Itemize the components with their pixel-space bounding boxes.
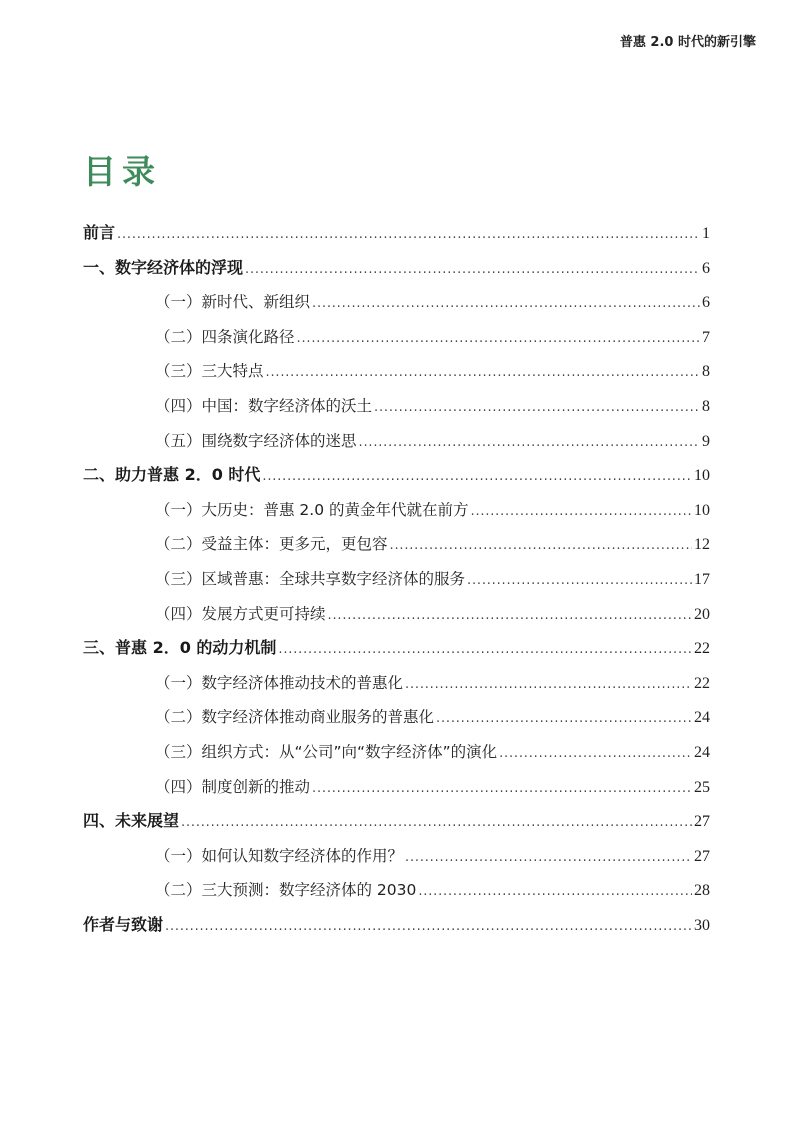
toc-leader-dots — [436, 702, 692, 737]
toc-leader-dots — [312, 287, 700, 322]
toc-entry-label: （四）中国：数字经济体的沃土 — [155, 396, 373, 415]
toc-entry-page: 30 — [694, 916, 710, 934]
toc-entry-label: 二、助力普惠 2．0 时代 — [83, 465, 261, 485]
toc-entry-label: （一）新时代、新组织 — [155, 293, 311, 312]
toc-leader-dots — [359, 426, 700, 461]
toc-leader-dots — [297, 322, 700, 357]
toc-leader-dots — [374, 391, 700, 426]
toc-leader-dots — [262, 460, 692, 495]
toc-entry-foreword[interactable] — [83, 216, 710, 251]
toc-leader-dots — [165, 910, 692, 945]
toc-entry-page: 9 — [702, 432, 710, 450]
running-header: 普惠 2.0 时代的新引擎 — [619, 35, 756, 50]
toc-leader-dots — [328, 599, 692, 634]
toc-entry-section[interactable] — [83, 389, 710, 424]
toc-entry-label: （二）三大预测：数字经济体的 2030 — [155, 881, 417, 900]
toc-entry-label: （一）数字经济体推动技术的普惠化 — [155, 673, 404, 692]
toc-leader-dots — [471, 495, 692, 530]
toc-entry-chapter-1[interactable] — [83, 251, 710, 286]
toc-entry-section[interactable] — [83, 562, 710, 597]
toc-entry-page: 6 — [702, 259, 710, 277]
toc-entry-label: （四）发展方式更可持续 — [155, 604, 326, 623]
toc-leader-dots — [117, 218, 700, 253]
toc-entry-page: 24 — [694, 743, 710, 761]
toc-leader-dots — [312, 772, 692, 807]
toc-entry-label: （三）组织方式：从“公司”向“数字经济体”的演化 — [155, 742, 498, 761]
toc-entry-section[interactable] — [83, 285, 710, 320]
toc-entry-page: 8 — [702, 363, 710, 381]
toc-entry-section[interactable] — [83, 700, 710, 735]
toc-entry-section[interactable] — [83, 666, 710, 701]
toc-entry-chapter-3[interactable] — [83, 631, 710, 666]
toc-entry-page: 12 — [694, 536, 710, 554]
table-of-contents — [83, 216, 710, 942]
toc-entry-section[interactable] — [83, 597, 710, 632]
toc-entry-page: 17 — [694, 570, 710, 588]
toc-entry-page: 20 — [694, 605, 710, 623]
toc-entry-acknowledgements[interactable] — [83, 908, 710, 943]
toc-entry-section[interactable] — [83, 735, 710, 770]
toc-leader-dots — [405, 841, 692, 876]
toc-leader-dots — [418, 875, 692, 910]
toc-entry-page: 27 — [694, 847, 710, 865]
toc-entry-section[interactable] — [83, 839, 710, 874]
toc-entry-page: 22 — [694, 674, 710, 692]
toc-leader-dots — [390, 529, 692, 564]
toc-entry-page: 1 — [702, 225, 710, 242]
toc-entry-section[interactable] — [83, 527, 710, 562]
toc-entry-page: 6 — [702, 294, 710, 312]
toc-entry-label: （二）四条演化路径 — [155, 327, 295, 346]
toc-entry-page: 25 — [694, 778, 710, 796]
toc-entry-label: （四）制度创新的推动 — [155, 777, 311, 796]
toc-entry-section[interactable] — [83, 320, 710, 355]
toc-entry-label: （二）受益主体：更多元，更包容 — [155, 535, 388, 554]
toc-entry-label: 作者与致谢 — [83, 914, 164, 934]
toc-entry-label: 四、未来展望 — [83, 811, 180, 831]
toc-entry-label: 一、数字经济体的浮现 — [83, 257, 244, 277]
toc-leader-dots — [405, 668, 692, 703]
toc-leader-dots — [467, 564, 692, 599]
toc-entry-section[interactable] — [83, 354, 710, 389]
toc-entry-label: （三）三大特点 — [155, 362, 264, 381]
toc-entry-label: （一）大历史：普惠 2.0 的黄金年代就在前方 — [155, 500, 469, 519]
toc-entry-page: 10 — [694, 467, 710, 485]
toc-entry-label: （一）如何认知数字经济体的作用？ — [155, 846, 404, 865]
toc-entry-label: （三）区域普惠：全球共享数字经济体的服务 — [155, 569, 466, 588]
toc-entry-section[interactable] — [83, 493, 710, 528]
toc-entry-label: 前言 — [83, 223, 116, 242]
toc-leader-dots — [278, 633, 692, 668]
toc-leader-dots — [266, 356, 700, 391]
toc-leader-dots — [245, 253, 700, 288]
toc-entry-label: （二）数字经济体推动商业服务的普惠化 — [155, 708, 435, 727]
toc-entry-page: 24 — [694, 709, 710, 727]
toc-entry-chapter-4[interactable] — [83, 804, 710, 839]
toc-entry-label: 三、普惠 2．0 的动力机制 — [83, 638, 277, 658]
toc-entry-page: 27 — [694, 813, 710, 831]
toc-entry-chapter-2[interactable] — [83, 458, 710, 493]
toc-title: 目录 — [83, 152, 161, 191]
toc-entry-page: 10 — [694, 501, 710, 519]
toc-entry-label: （五）围绕数字经济体的迷思 — [155, 431, 357, 450]
toc-entry-page: 8 — [702, 397, 710, 415]
toc-leader-dots — [499, 737, 692, 772]
toc-entry-section[interactable] — [83, 424, 710, 459]
toc-entry-page: 22 — [694, 640, 710, 658]
toc-entry-section[interactable] — [83, 873, 710, 908]
toc-entry-page: 7 — [702, 328, 710, 346]
toc-entry-page: 28 — [694, 882, 710, 900]
toc-entry-section[interactable] — [83, 770, 710, 805]
toc-leader-dots — [181, 806, 692, 841]
